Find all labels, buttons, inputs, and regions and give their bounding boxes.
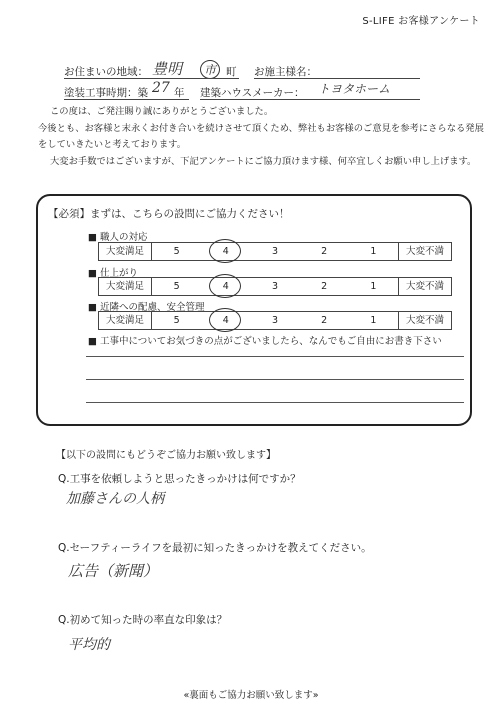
scale-very-dissatisfied: 大変不満	[398, 243, 451, 260]
survey-header-title: S-LIFE お客様アンケート	[362, 16, 480, 27]
scale-option-2[interactable]: 2	[321, 281, 328, 292]
region-city-handwritten: 豊明	[152, 60, 183, 78]
comment-line[interactable]	[86, 402, 464, 403]
scale-option-4-selected[interactable]: 4	[216, 281, 236, 292]
owner-name-underline	[254, 78, 420, 79]
optional-section-heading: 【以下の設問にもどうぞご協力お願い致します】	[56, 450, 276, 461]
scale-very-satisfied: 大変満足	[99, 278, 152, 295]
intro-line: をしていきたいと考えております。	[38, 139, 187, 150]
scale-very-satisfied: 大変満足	[99, 243, 152, 260]
region-ichi-circled: 市	[200, 60, 220, 79]
answer-how-found-handwritten: 広告（新聞）	[68, 562, 159, 580]
comment-line[interactable]	[86, 356, 464, 357]
scale-option-5[interactable]: 5	[173, 315, 180, 326]
scale-option-5[interactable]: 5	[173, 281, 180, 292]
scale-option-3[interactable]: 3	[271, 246, 278, 257]
scale-option-1[interactable]: 1	[370, 246, 377, 257]
house-maker-label: 建築ハウスメーカー：	[200, 87, 305, 99]
intro-line: 大変お手数ではございますが、下記アンケートにご協力頂けます様、何卒宜しくお願い申し上げます。	[50, 155, 477, 167]
work-period-value-handwritten: 27	[152, 80, 170, 96]
scale-very-satisfied: 大変満足	[99, 312, 152, 329]
intro-paragraph	[38, 104, 484, 170]
comment-line[interactable]	[86, 379, 464, 380]
rating-scale-finish	[98, 277, 452, 296]
rating-item-label-finish: ■ 仕上がり	[88, 268, 138, 279]
work-period-underline	[64, 99, 189, 100]
owner-name-label: お施主様名：	[254, 66, 317, 78]
rating-item-label-safety: ■ 近隣への配慮、安全管理	[88, 302, 205, 313]
intro-line: この度は、ご発注賜り誠にありがとうございました。	[50, 106, 274, 117]
region-underline	[64, 78, 239, 79]
rating-item-label-craftsmen: ■ 職人の対応	[88, 232, 148, 243]
scale-very-dissatisfied: 大変不満	[398, 278, 451, 295]
region-cho-label: 町	[226, 66, 237, 78]
region-label: お住まいの地域：	[64, 66, 148, 78]
answer-reason-handwritten: 加藤さんの人柄	[66, 491, 164, 507]
scale-option-2[interactable]: 2	[321, 315, 328, 326]
scale-option-5[interactable]: 5	[173, 246, 180, 257]
work-period-label: 塗装工事時期：築	[64, 87, 148, 99]
question-how-found-us: Q.セーフティーライフを最初に知ったきっかけを教えてください。	[58, 542, 372, 554]
required-section-title: 【必須】まずは、こちらの設問にご協力ください！	[48, 208, 290, 220]
question-first-impression: Q.初めて知った時の率直な印象は？	[58, 614, 228, 626]
footer-note: «裏面もご協力お願い致します»	[183, 690, 319, 701]
rating-scale-craftsmen	[98, 242, 452, 261]
scale-option-2[interactable]: 2	[321, 246, 328, 257]
scale-option-4-selected[interactable]: 4	[216, 246, 236, 257]
work-period-unit: 年	[174, 87, 185, 99]
scale-option-1[interactable]: 1	[370, 315, 377, 326]
scale-very-dissatisfied: 大変不満	[398, 312, 451, 329]
intro-line: 今後とも、お客様と末永くお付き合いを続けさせて頂くため、弊社もお客様のご意見を参考にさらなる発展	[38, 122, 484, 134]
scale-option-4-selected[interactable]: 4	[216, 315, 236, 326]
scale-option-3[interactable]: 3	[271, 315, 278, 326]
scale-option-1[interactable]: 1	[370, 281, 377, 292]
house-maker-value-handwritten: トヨタホーム	[318, 82, 391, 96]
question-reason-for-request: Q.工事を依頼しようと思ったきっかけは何ですか？	[58, 473, 301, 485]
comment-prompt: ■ 工事中についてお気づきの点がございましたら、なんでもご自由にお書き下さい	[88, 336, 442, 347]
house-maker-underline	[200, 99, 420, 100]
answer-impression-handwritten: 平均的	[68, 637, 110, 653]
rating-scale-safety	[98, 311, 452, 330]
scale-option-3[interactable]: 3	[271, 281, 278, 292]
